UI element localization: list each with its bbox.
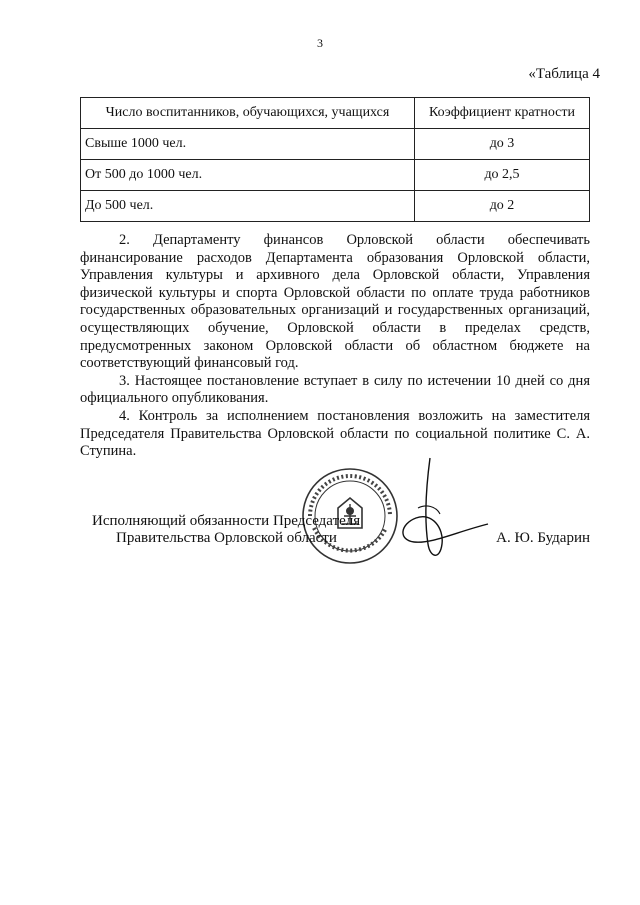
table-row	[81, 191, 590, 222]
column-header-coefficient: Коэффициент кратности	[415, 98, 590, 129]
column-header-count: Число воспитанников, обучающихся, учащихся	[81, 98, 415, 129]
table-cell-coefficient: до 3	[415, 129, 590, 160]
table-row	[81, 160, 590, 191]
table-cell-count: До 500 чел.	[81, 191, 415, 222]
signatory-title-line-1: Исполняющий обязанности Председателя	[92, 513, 361, 529]
table-cell-coefficient: до 2,5	[415, 160, 590, 191]
document-body	[80, 232, 590, 461]
table-header-row	[81, 98, 590, 129]
coefficient-table	[80, 97, 590, 222]
table-row	[81, 129, 590, 160]
table-cell-count: От 500 до 1000 чел.	[81, 160, 415, 191]
table-caption: «Таблица 4	[528, 66, 600, 82]
paragraph-4: 4. Контроль за исполнением постановления возложить на заместителя Председателя Правительства Орловской области по социальной политике С. А. Ступина.	[80, 407, 590, 460]
paragraph-2: 2. Департаменту финансов Орловской области обеспечивать финансирование расходов Департамента образования Орловской области, Управления культуры и архивного дела Орловской области, Управления физической культуры и спорта Орловской области по оплате труда работников государственных образовательных организаций и государственных организаций, осуществляющих обучение, Орловской области в пределах средств, предусмотренных законом Орловской области об областном бюджете на соответствующий финансовый год.	[80, 232, 590, 372]
signatory-title-line-2: Правительства Орловской области	[116, 530, 337, 546]
paragraph-3: 3. Настоящее постановление вступает в силу по истечении 10 дней со дня официального опубликования.	[80, 372, 590, 407]
table-cell-coefficient: до 2	[415, 191, 590, 222]
signatory-name: А. Ю. Бударин	[496, 530, 590, 546]
handwritten-signature	[380, 448, 490, 568]
table-cell-count: Свыше 1000 чел.	[81, 129, 415, 160]
page-number: 3	[317, 36, 323, 50]
